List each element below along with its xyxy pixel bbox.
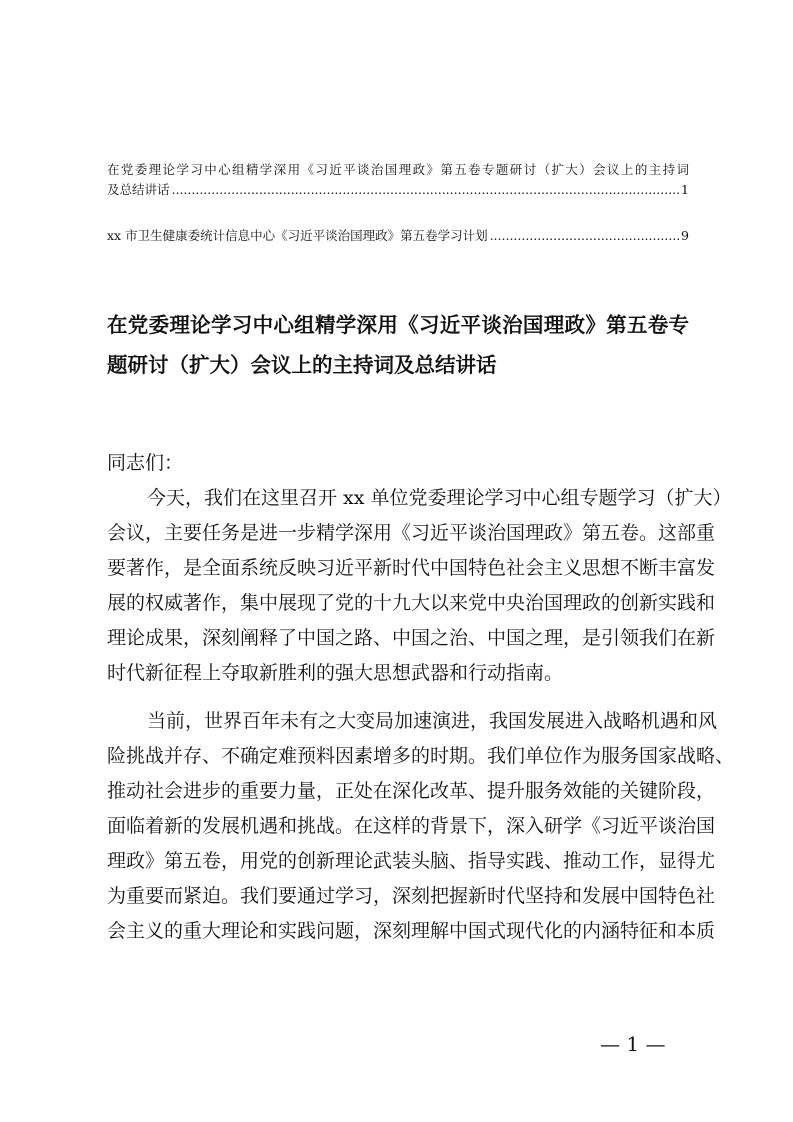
document-title <box>107 305 689 385</box>
text-line: 险挑战并存、不确定难预料因素增多的时期。我们单位作为服务国家战略、 <box>107 745 735 767</box>
toc-entry-2[interactable] <box>107 226 689 246</box>
paragraph <box>107 481 732 691</box>
text-line: 会主义的重大理论和实践问题，深刻理解中国式现代化的内涵特征和本质 <box>107 920 716 942</box>
document-body <box>107 446 735 949</box>
paragraph <box>107 704 735 949</box>
text-line: 面临着新的发展机遇和挑战。在这样的背景下，深入研学《习近平谈治国 <box>107 815 716 837</box>
text-line: 当前，世界百年未有之大变局加速演进，我国发展进入战略机遇和风 <box>147 710 718 732</box>
text-line: 为重要而紧迫。我们要通过学习，深刻把握新时代坚持和发展中国特色社 <box>107 885 716 907</box>
text-line: 推动社会进步的重要力量，正处在深化改革、提升服务效能的关键阶段， <box>107 780 716 802</box>
text-line: 今天，我们在这里召开 xx 单位党委理论学习中心组专题学习（扩大） <box>147 487 732 509</box>
salutation: 同志们： <box>107 452 184 474</box>
text-line: 展的权威著作，集中展现了党的十九大以来党中央治国理政的创新实践和 <box>107 592 716 614</box>
text-line: 时代新征程上夺取新胜利的强大思想武器和行动指南。 <box>107 662 564 684</box>
toc-entry-text: xx 市卫生健康委统计信息中心《习近平谈治国理政》第五卷学习计划 <box>107 228 488 243</box>
text-line: 理政》第五卷，用党的创新理论武装头脑、指导实践、推动工作，显得尤 <box>107 850 716 872</box>
text-line: 会议，主要任务是进一步精学深用《习近平谈治国理政》第五卷。这部重 <box>107 522 716 544</box>
toc-entry-text: 及总结讲话 <box>107 182 170 197</box>
toc-page-number: 1 <box>681 182 689 197</box>
toc-entry-1[interactable] <box>107 160 689 200</box>
toc-leader <box>172 180 680 200</box>
text-line: 理论成果，深刻阐释了中国之路、中国之治、中国之理，是引领我们在新 <box>107 627 716 649</box>
toc-entry-text: 在党委理论学习中心组精学深用《习近平谈治国理政》第五卷专题研讨（扩大）会议上的主持词 <box>107 162 689 177</box>
page-number: — 1 — <box>600 1032 666 1056</box>
toc-page-number: 9 <box>681 228 689 243</box>
text-line: 要著作，是全面系统反映习近平新时代中国特色社会主义思想不断丰富发 <box>107 557 716 579</box>
toc-leader <box>490 226 679 246</box>
title-line: 题研讨（扩大）会议上的主持词及总结讲话 <box>107 353 497 377</box>
title-line: 在党委理论学习中心组精学深用《习近平谈治国理政》第五卷专 <box>107 313 689 337</box>
